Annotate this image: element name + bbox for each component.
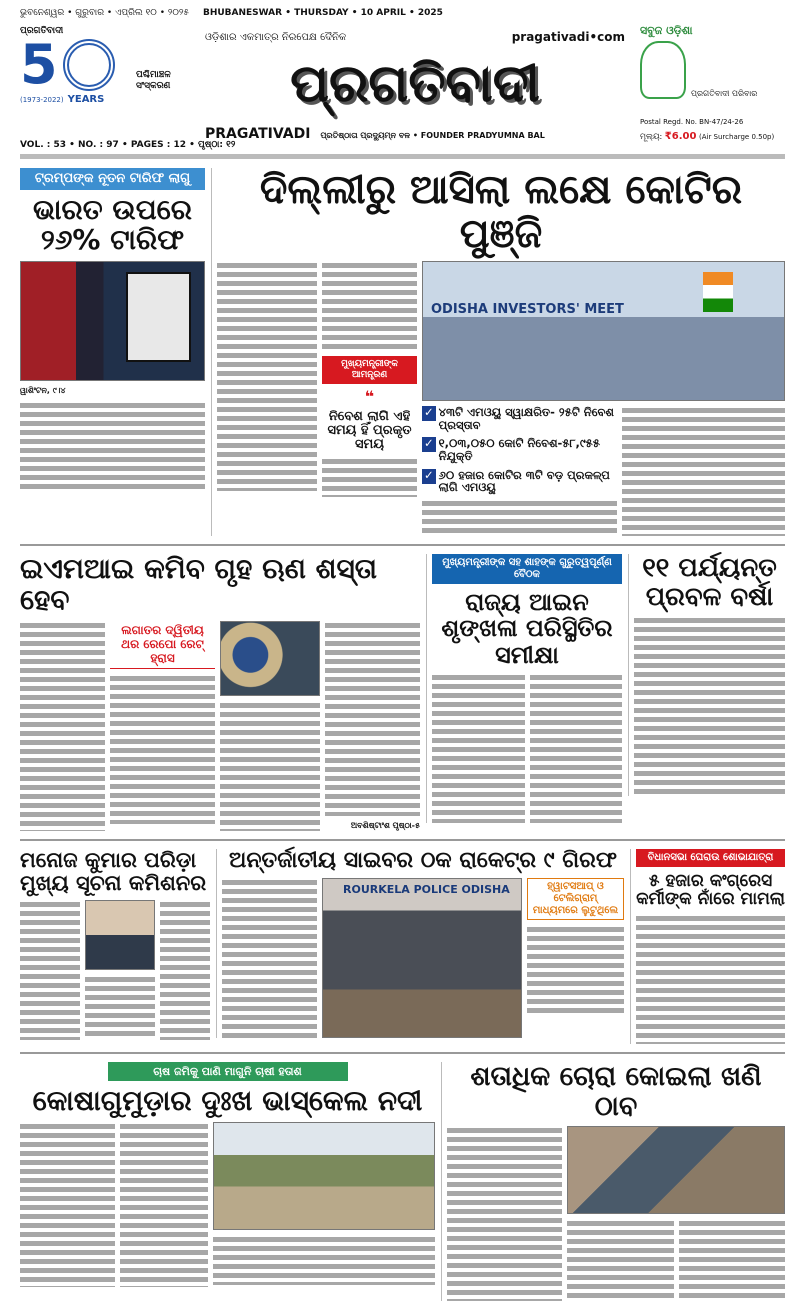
price: ₹6.00 [664, 131, 697, 142]
section-lead [20, 160, 785, 546]
manoj-parida-photo [85, 900, 155, 970]
checkbox-icon: ✓ [424, 405, 434, 419]
masthead [0, 0, 800, 160]
tagline: ଓଡ଼ିଶାର ଏକମାତ୍ର ନିରପେକ୍ଷ ଦୈନିକ [205, 31, 347, 43]
cic-headline[interactable]: ମନୋଜ କୁମାର ପରିଡ଼ା ମୁଖ୍ୟ ସୂଚନା କମିଶନର [20, 847, 207, 895]
emi-jump[interactable]: ଅବଶିଷ୍ଟାଂଶ ପୃଷ୍ଠା-୫ [350, 820, 420, 830]
founder: ପ୍ରତିଷ୍ଠାତା ପ୍ରଦ୍ୟୁମ୍ନ ବଳ • FOUNDER PRADYUMNA BAL [320, 131, 545, 140]
emi-subhead: ଲଗାତର ଦ୍ୱିତୀୟ ଥର ରେପୋ ରେଟ୍ ହ୍ରାସ [110, 621, 215, 669]
shah-headline[interactable]: ରାଜ୍ୟ ଆଇନ ଶୃଙ୍ଖଳା ପରିସ୍ଥିତିର ସମୀକ୍ଷା [441, 588, 613, 669]
rbi-governor-photo [220, 621, 320, 696]
green-odisha-logo: ସବୁଜ ଓଡ଼ିଶା ପ୍ରଗତିବାଦୀ ପରିବାର [640, 24, 758, 99]
section-second [20, 546, 785, 841]
cyber-body-col1 [222, 878, 317, 1038]
checkbox-icon: ✓ [424, 467, 434, 482]
congress-headline[interactable]: ୫ ହଜାର କଂଗ୍ରେସ କର୍ମୀଙ୍କ ନାଁରେ ମାମଲା [636, 870, 785, 910]
edition-label: ପଶ୍ଚିମାଞ୍ଚଳ ସଂସ୍କରଣ [136, 70, 171, 91]
lead-headline[interactable]: ଦିଲ୍ଲୀରୁ ଆସିଲା ଲକ୍ଷେ କୋଟିର ପୁଞ୍ଜି [259, 167, 743, 257]
postal-reg: Postal Regd. No. BN-47/24-26 [640, 118, 744, 126]
section-third [20, 841, 785, 1054]
bullet-item: ✓ ୪୩ଟି ଏମଓୟୁ ସ୍ୱାକ୍ଷରିତ- ୨୫ଟି ନିବେଶ ପ୍ରସ୍ତାବ [424, 405, 614, 432]
river-body-col2 [120, 1122, 208, 1287]
tariff-chart-board [126, 272, 191, 362]
coal-headline[interactable]: ଶତାଧିକ ଚୋରା କୋଇଲା ଖଣି ଠାବ [470, 1060, 762, 1122]
dateline-row [20, 8, 443, 18]
investors-meet-photo: ODISHA INVESTORS' MEET [422, 261, 785, 401]
newspaper-title: ପ୍ରଗତିବାଦୀ [290, 54, 540, 114]
cic-body-col1 [20, 900, 80, 1040]
bullet-item: ✓ ୧,୦୩,୦୫୦ କୋଟି ନିବେଶ-୫୮,୯୫୫ ନିଯୁକ୍ତି [424, 436, 600, 463]
lead-body-col1 [217, 261, 317, 491]
masthead-rule [20, 154, 785, 159]
volume-info: VOL. : 53 • NO. : 97 • PAGES : 12 • ପୃଷ୍ଠା: ୧୨ [20, 140, 236, 150]
cyber-arrest-photo: ROURKELA POLICE ODISHA [322, 878, 522, 1038]
coal-body-col2 [567, 1219, 674, 1299]
lead-body-col2b [322, 457, 417, 497]
lead-body-col3 [422, 499, 617, 535]
website: pragativadi•com [511, 30, 625, 44]
emi-body-col2 [110, 674, 215, 824]
price-block: ମୂଲ୍ୟ: ₹6.00 (Air Surcharge 0.50p) [640, 131, 775, 142]
coal-body-col3 [679, 1219, 786, 1299]
river-photo [213, 1122, 435, 1230]
coal-mine-photo [567, 1126, 785, 1214]
shah-body-col1 [432, 673, 525, 823]
title-latin: PRAGATIVADI [205, 126, 311, 142]
quote-kicker: ମୁଖ୍ୟମନ୍ତ୍ରୀଙ୍କ ଆମନ୍ତ୍ରଣ [322, 356, 417, 384]
emi-body-col1 [20, 621, 105, 831]
plant-hand-icon [640, 41, 686, 99]
emi-body-col4 [325, 621, 420, 816]
coal-body-col1 [447, 1126, 562, 1301]
cyber-sidebar: ହ୍ୱାଟସଆପ୍ ଓ ଟେଲିଗ୍ରାମ୍ ମାଧ୍ୟମରେ ଲୁଟୁଥିଲେ [527, 878, 624, 920]
anniversary-logo: ପ୍ରଗତିବାଦୀ 5 (1973-2022) YEARS [20, 26, 132, 105]
congress-body [636, 914, 785, 1044]
bullet-item: ✓ ୬୦ ହଜାର କୋଟିର ୩ଟି ବଡ଼ ପ୍ରକଳ୍ପ ଲାଗି ଏମଓୟୁ [424, 467, 610, 495]
tariff-kicker: ଟ୍ରମ୍ପଙ୍କ ନୂତନ ଟାରିଫ ଲାଗୁ [20, 168, 205, 190]
lead-bullets [422, 406, 617, 494]
emi-headline[interactable]: ଇଏମଆଇ କମିବ ଗୃହ ଋଣ ଶସ୍ତା ହେବ [20, 552, 377, 616]
fifty-numeral: 5 [20, 33, 58, 96]
rain-headline[interactable]: ୧୧ ପର୍ଯ୍ୟନ୍ତ ପ୍ରବଳ ବର୍ଷା [642, 553, 777, 612]
lead-body-col4 [622, 406, 785, 536]
cyber-headline[interactable]: ଅନ୍ତର୍ଜାତୀୟ ସାଇବର ଠକ ରାକେଟ୍‌ର ୯ ଗିରଫ [229, 847, 617, 873]
lead-quote: ନିବେଶ ଲାଗି ଏହି ସମୟ ହିଁ ପ୍ରକୃତ ସମୟ [327, 408, 412, 453]
emi-body-col3 [220, 701, 320, 831]
lead-body-col2 [322, 261, 417, 351]
india-flag [703, 272, 733, 312]
tariff-byline: ୱାଶିଂଟନ, ୯।୪ [20, 386, 66, 396]
cic-body-col3 [85, 975, 155, 1040]
shah-body-col2 [530, 673, 623, 823]
congress-kicker: ବିଧାନସଭା ଘେରାଉ ଶୋଭାଯାତ୍ରା [636, 849, 785, 867]
quote-mark-icon: ❝ [364, 386, 375, 406]
shah-kicker: ମୁଖ୍ୟମନ୍ତ୍ରୀଙ୍କ ସହ ଶାହଙ୍କ ଗୁରୁତ୍ୱପୂର୍ଣ୍ଣ ବୈଠକ [432, 554, 622, 584]
checkbox-icon: ✓ [424, 436, 434, 451]
river-kicker: ଚାଷ ଜମିକୁ ପାଣି ମାଗୁନି ଚାଷୀ ହତାଶ [108, 1062, 348, 1081]
tariff-body [20, 401, 205, 491]
section-fourth [20, 1054, 785, 1309]
trump-tariff-photo [20, 261, 205, 381]
tariff-headline[interactable]: ଭାରତ ଉପରେ ୨୬% ଟାରିଫ [33, 192, 192, 257]
rain-body [634, 616, 785, 796]
dateline-odia: ଭୁବନେଶ୍ୱର • ଗୁରୁବାର • ଏପ୍ରିଲ ୧୦ • ୨୦୨୫ [20, 8, 189, 18]
river-headline[interactable]: କୋଷାଗୁମୁଡ଼ାର ଦୁଃଖ ଭାସ୍କେଲ ନଦୀ [32, 1084, 423, 1118]
dateline: BHUBANESWAR • THURSDAY • 10 APRIL • 2025 [202, 8, 443, 18]
cic-body-col2 [160, 900, 210, 1040]
river-body-col1 [20, 1122, 115, 1287]
jagannath-wheel-icon [63, 39, 115, 91]
cyber-body-col2 [527, 925, 624, 1015]
